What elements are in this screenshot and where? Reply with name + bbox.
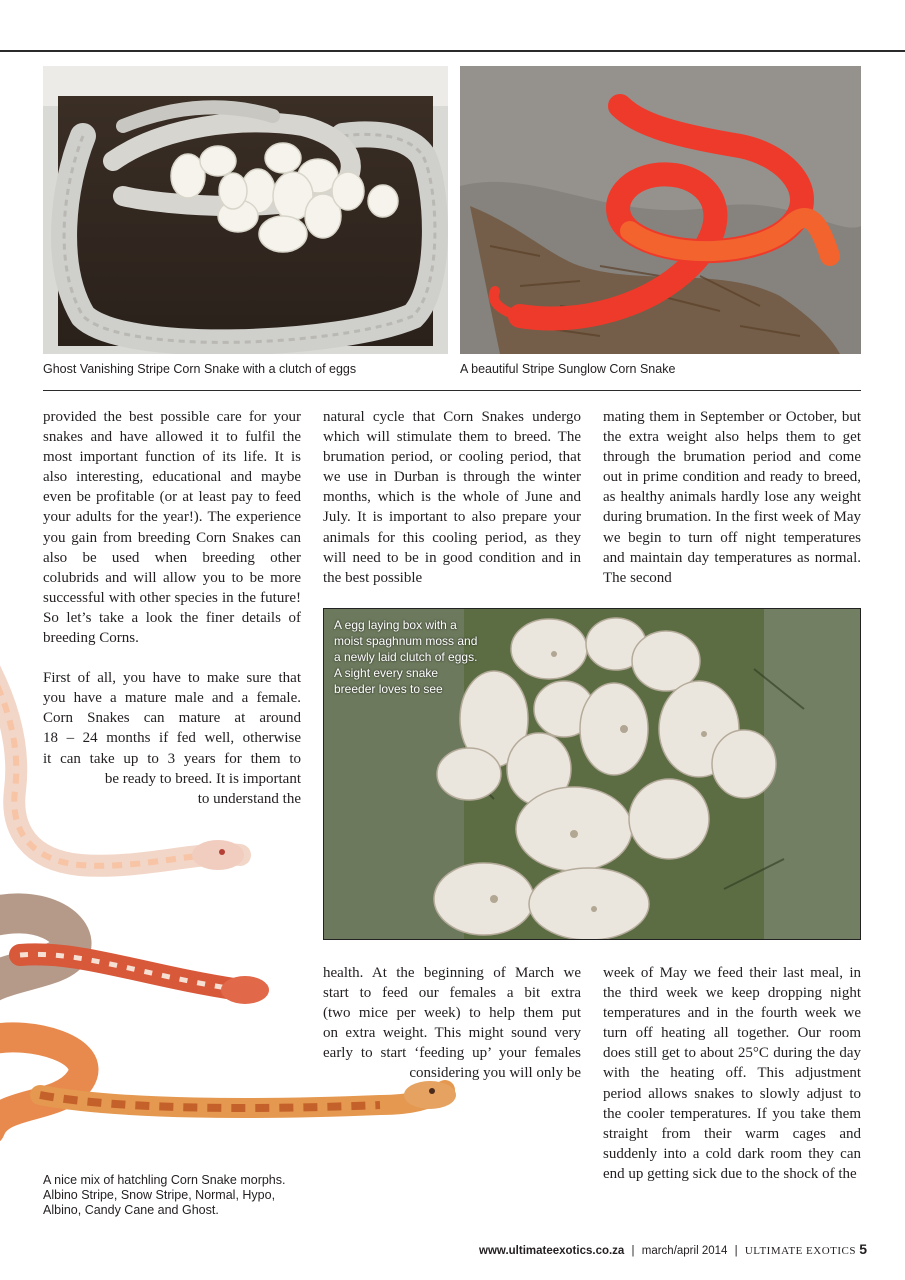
article-column-1 (43, 407, 301, 809)
page-footer (479, 1241, 867, 1257)
footer-separator: | (734, 1245, 738, 1257)
footer-url[interactable]: www.ultimateexotics.co.za (479, 1245, 625, 1257)
col1-paragraph-1: provided the best possible care for your snakes and have allowed it to fulfil the most important function of its life. It is also interesting, educational and maybe even be profitable (or at least pay to feed your adults for the year!). The experience you gain from breeding Corn Snakes can also be used when breeding other colubrids and will allow you to be more successful with other species in the future! So let’s take a look the finer details of breeding Corns. (43, 409, 301, 647)
hatchling-caption-line: A nice mix of hatchling Corn Snake morphs. (43, 1173, 286, 1187)
col1-line: to understand the (197, 790, 301, 807)
sunglow-corn-snake-photo (460, 66, 861, 354)
overlay-line: a newly laid clutch of eggs. (334, 650, 478, 664)
ghost-photo-caption: Ghost Vanishing Stripe Corn Snake with a clutch of eggs (43, 362, 357, 376)
caption-rule (43, 390, 861, 391)
overlay-line: moist spaghnum moss and (334, 634, 478, 648)
article-column-3-bottom (603, 963, 861, 1184)
col1-line: it can take up to 3 years for them to (43, 750, 301, 767)
top-rule (0, 50, 905, 52)
col2-top-paragraph: natural cycle that Corn Snakes undergo which will stimulate them to breed. The brumation period, or cooling period, that we use in Durban is through the winter months, which is the whole of June and July. It is important to also prepare your animals for this cooling period, as they will need to be in good condition and in the best possible (323, 409, 581, 586)
ghost-corn-snake-photo (43, 66, 448, 354)
hatchling-caption-line: Albino, Candy Cane and Ghost. (43, 1203, 219, 1217)
overlay-line: A egg laying box with a (334, 618, 457, 632)
article-column-3-top (603, 407, 861, 588)
col1-line: Corn Snakes can mature at around (43, 710, 301, 727)
overlay-line: A sight every snake (334, 666, 439, 680)
footer-magazine-name: ULTIMATE EXOTICS (744, 1245, 856, 1257)
hatchling-caption (43, 1173, 285, 1218)
col2-line: on extra weight. This might sound very (323, 1025, 581, 1042)
overlay-line: breeder loves to see (334, 682, 443, 696)
sunglow-photo-caption: A beautiful Stripe Sunglow Corn Snake (460, 362, 676, 376)
col2-line: considering you will only be (409, 1065, 581, 1082)
article-column-2-top (323, 407, 581, 588)
col3-top-paragraph: mating them in September or October, but the extra weight also helps them to get through the brumation period and come out in prime condition and ready to breed, as healthy animals hardly lose any weight during brumation. In the first week of May we begin to turn off night temperatures and maintain day temperatures as normal. The second (603, 409, 861, 586)
col1-paragraph-2 (43, 668, 301, 809)
egg-laying-box-photo (323, 608, 861, 940)
col2-line: health. At the beginning of March we (323, 965, 581, 981)
hatchling-caption-line: Albino Stripe, Snow Stripe, Normal, Hypo, (43, 1188, 276, 1202)
col2-line: early to start ‘feeding up’ your females (323, 1045, 581, 1062)
col1-line: you have a mature male and a female. (43, 690, 301, 707)
col2-line: start to feed our females a bit extra (323, 985, 581, 1002)
col2-line: (two mice per week) to help them put (323, 1005, 581, 1022)
page-number: 5 (859, 1241, 867, 1257)
egg-box-overlay-text (334, 617, 477, 697)
footer-issue: march/april 2014 (641, 1245, 728, 1257)
col1-line: First of all, you have to make sure that (43, 670, 301, 687)
footer-separator: | (631, 1245, 635, 1257)
article-column-2-bottom (323, 963, 581, 1084)
col1-line: be ready to breed. It is important (104, 770, 301, 787)
col3-bottom-paragraph: week of May we feed their last meal, in the third week we keep dropping night temperatures and in the fourth week we turn off heating all together. Our room does still get to about 25°C during the day with the heating off. This adjustment period allows snakes to slowly adjust to the cooler temperatures. If you take them straight from their warm cages and suddenly into a cold dark room they can end up getting sick due to the shock of the (603, 965, 861, 1182)
col1-line: 18 – 24 months if fed well, otherwise (43, 730, 301, 747)
